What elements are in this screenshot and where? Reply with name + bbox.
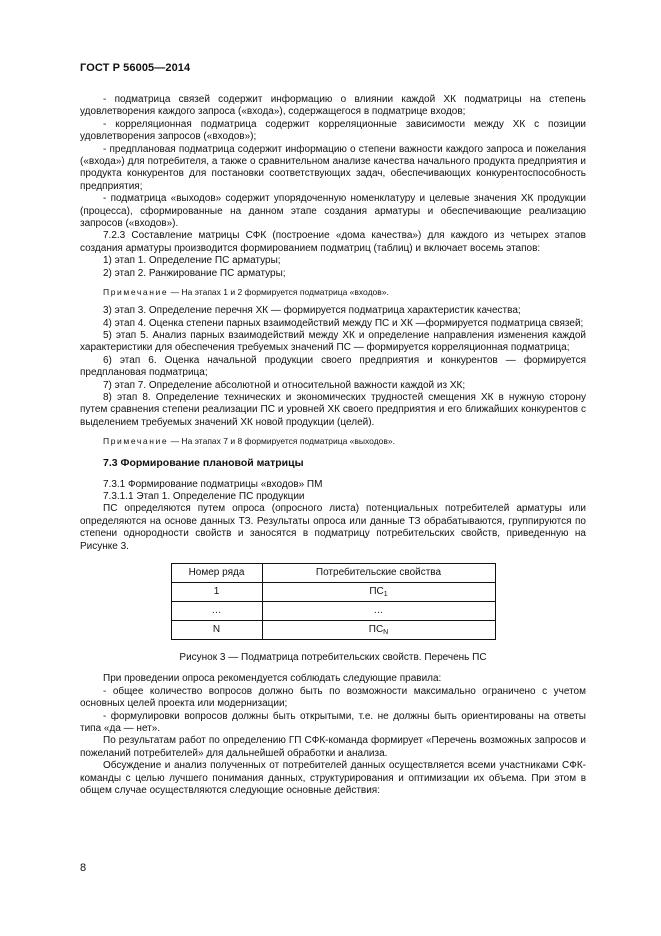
cell-text: ПС	[369, 585, 384, 597]
table-header-cell: Потребительские свойства	[262, 564, 495, 583]
paragraph: 4) этап 4. Оценка степени парных взаимодействий между ПС и ХК —формируется подматрица связей;	[103, 317, 584, 329]
consumer-properties-table	[171, 563, 496, 640]
paragraph: 1) этап 1. Определение ПС арматуры;	[103, 255, 281, 267]
table-header-cell: Номер ряда	[171, 564, 262, 583]
cell-subscript: N	[383, 628, 389, 636]
cell-text: ПС	[368, 623, 384, 635]
paragraph: По результатам работ по определению ГП СФК-команда формирует «Перечень возможных запросов и пожеланий потребителей» для дальнейшей обработки и анализа.	[80, 735, 586, 759]
figure-caption: Рисунок 3 — Подматрица потребительских свойств. Перечень ПС	[179, 652, 487, 663]
section-heading: 7.3 Формирование плановой матрицы	[103, 457, 304, 470]
paragraph: - подматрица «выходов» содержит упорядоченную номенклатуру и целевые значения ХК продукции (процесса), сформированные на данном этапе создания арматуры и обеспечивающие реализацию запросов («входов»).	[80, 193, 586, 230]
paragraph: При проведении опроса рекомендуется соблюдать следующие правила:	[103, 673, 442, 685]
note	[80, 436, 586, 447]
note-text: — На этапах 7 и 8 формируется подматрица «выходов».	[168, 436, 395, 447]
paragraph: - формулировки вопросов должны быть открытыми, т.е. не должны быть ориентированы на ответы типа «да — нет».	[80, 710, 586, 735]
table-row	[171, 621, 495, 640]
table-header-row	[171, 564, 495, 583]
note-label: Примечание	[103, 436, 169, 447]
paragraph: - подматрица связей содержит информацию о влиянии каждой ХК подматрицы на степень удовлетворения каждого запроса («входа»), содержащегося в подматрице входов;	[80, 94, 586, 118]
cell-subscript: 1	[383, 590, 388, 598]
table-cell	[262, 621, 495, 640]
paragraph: 8) этап 8. Определение технических и экономических трудностей смещения ХК в нужную сторону путем сравнения степени реализации ПС и уровней ХК своего предприятия и его ближайших конкурентов с выделением требуемых значений ХК новой продукции (целей).	[80, 391, 586, 428]
paragraph: - общее количество вопросов должно быть по возможности максимально ограничено с учетом основных целей проекта или модернизации;	[80, 685, 586, 710]
document-body	[80, 94, 586, 797]
paragraph: 2) этап 2. Ранжирование ПС арматуры;	[103, 267, 286, 279]
paragraph: - корреляционная подматрица содержит корреляционные зависимости между ХК с позиции удовлетворения запросов («входов»);	[80, 118, 586, 143]
paragraph: 3) этап 3. Определение перечня ХК — формируется подматрица характеристик качества;	[103, 305, 521, 317]
note-label: Примечание	[103, 287, 169, 298]
paragraph: 5) этап 5. Анализ парных взаимодействий между ХК и определение направления изменения каждой характеристики для обеспечения требуемых значений ПС — формируется корреляционная подматрица;	[80, 329, 586, 354]
paragraph: Обсуждение и анализ полученных от потребителей данных осуществляется всеми участниками СФК-команды с целью лучшего понимания данных, структурирования и оптимизации их объема. При этом в общем случае осуществляются следующие основные действия:	[80, 760, 586, 797]
note-text: — На этапах 1 и 2 формируется подматрица «входов».	[168, 287, 389, 298]
table-cell: …	[262, 602, 495, 621]
paragraph: - предплановая подматрица содержит информацию о степени важности каждого запроса и пожелания («входа») для потребителя, а также о сравнительном анализе качества начального продукта предприятия и продукта конкурентов для постановки соответствующих задач, обеспечивающих конкурентоспособность предприятия;	[80, 143, 586, 192]
page-number: 8	[80, 862, 87, 874]
note	[80, 287, 586, 298]
table-cell: 1	[171, 583, 262, 602]
paragraph: 7) этап 7. Определение абсолютной и относительной важности каждой из ХК;	[103, 379, 466, 391]
table-cell: …	[171, 602, 262, 621]
paragraph: 7.3.1 Формирование подматрицы «входов» ПМ	[103, 478, 323, 490]
table-row	[171, 602, 495, 621]
paragraph: 7.3.1.1 Этап 1. Определение ПС продукции	[103, 490, 305, 502]
paragraph: ПС определяются путем опроса (опросного листа) потенциальных потребителей арматуры или определяются на основе данных ТЗ. Результаты опроса или данные ТЗ обрабатываются, группируются по степени однородности свойств и заносятся в подматрицу потребительских свойств, приведенную на Рисунке 3.	[80, 503, 586, 552]
table-row	[171, 583, 495, 602]
table-cell	[262, 583, 495, 602]
table-cell: N	[171, 621, 262, 640]
paragraph: 7.2.3 Составление матрицы СФК (построение «дома качества») для каждого из четырех этапов создания арматуры производится формированием подматриц (таблиц) и включает восемь этапов:	[80, 230, 586, 254]
paragraph: 6) этап 6. Оценка начальной продукции своего предприятия и конкурентов — формируется предплановая подматрица;	[80, 354, 586, 379]
document-header: ГОСТ Р 56005—2014	[80, 62, 191, 74]
